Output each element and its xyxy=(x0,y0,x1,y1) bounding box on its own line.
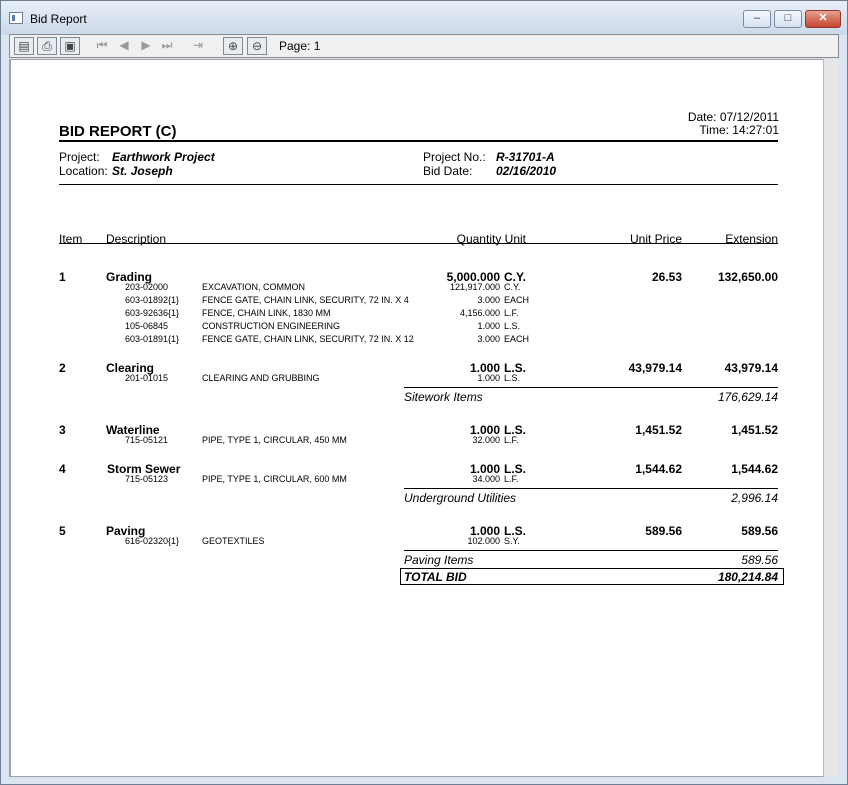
last-page-button[interactable] xyxy=(157,37,177,55)
item-name: Grading xyxy=(106,270,153,284)
col-item: Item xyxy=(59,232,83,246)
item-number: 3 xyxy=(59,423,66,437)
detail-code: 715-05121 xyxy=(125,435,169,445)
header-rule xyxy=(59,184,778,185)
zoom-out-icon: ⊖ xyxy=(251,39,263,53)
detail-unit: EACH xyxy=(504,334,530,344)
subtotal-amount: 2,996.14 xyxy=(731,491,778,505)
project-number: R-31701-A xyxy=(496,150,555,164)
subtotal-rule xyxy=(404,387,778,388)
item-unit: L.S. xyxy=(504,423,527,437)
subtotal-rule xyxy=(404,550,778,551)
item-number: 2 xyxy=(59,361,66,375)
total-bid-amount: 180,214.84 xyxy=(717,570,778,584)
detail-quantity: 1.000 xyxy=(477,321,500,331)
detail-unit: L.F. xyxy=(504,474,519,484)
printer-icon: ⎙ xyxy=(42,39,52,53)
preview-viewport[interactable] xyxy=(9,59,839,777)
subtotal-label: Paving Items xyxy=(404,553,474,567)
detail-unit: C.Y. xyxy=(504,282,521,292)
goto-page-button[interactable] xyxy=(188,37,208,55)
detail-code: 715-05123 xyxy=(125,474,169,484)
close-button[interactable]: ✕ xyxy=(805,10,841,28)
detail-quantity: 3.000 xyxy=(477,295,500,305)
subtotal-label: Underground Utilities xyxy=(404,491,517,505)
maximize-button[interactable]: □ xyxy=(774,10,802,28)
item-extension: 43,979.14 xyxy=(724,361,778,375)
report-time: Time: 14:27:01 xyxy=(699,123,779,137)
report-page xyxy=(11,60,823,776)
item-extension: 132,650.00 xyxy=(717,270,778,284)
item-number: 1 xyxy=(59,270,66,284)
item-extension: 589.56 xyxy=(741,524,778,538)
item-unit: L.S. xyxy=(504,361,527,375)
vertical-scrollbar[interactable] xyxy=(823,59,839,777)
subtotal-label: Sitework Items xyxy=(404,390,483,404)
project-no-label: Project No.: xyxy=(423,150,486,164)
subtotal-amount: 589.56 xyxy=(741,553,778,567)
first-page-button[interactable] xyxy=(92,37,112,55)
location-label: Location: xyxy=(59,164,108,178)
item-name: Waterline xyxy=(106,423,160,437)
bid-date: 02/16/2010 xyxy=(496,164,557,178)
detail-code: 603-01891{1} xyxy=(125,334,180,344)
item-name: Storm Sewer xyxy=(107,462,181,476)
detail-unit: L.F. xyxy=(504,435,519,445)
detail-unit: L.S. xyxy=(504,373,521,383)
item-extension: 1,544.62 xyxy=(731,462,778,476)
detail-description: EXCAVATION, COMMON xyxy=(202,282,306,292)
detail-code: 616-02320{1} xyxy=(125,536,180,546)
zoom-in-button[interactable] xyxy=(223,37,243,55)
item-quantity: 1.000 xyxy=(469,361,500,375)
export-icon: ▤ xyxy=(18,39,30,53)
item-unit-price: 1,544.62 xyxy=(635,462,682,476)
detail-quantity: 4,156.000 xyxy=(459,308,500,318)
detail-description: PIPE, TYPE 1, CIRCULAR, 450 MM xyxy=(202,435,347,445)
col-extension: Extension xyxy=(725,232,778,246)
detail-description: FENCE, CHAIN LINK, 1830 MM xyxy=(202,308,331,318)
disk-icon: ▣ xyxy=(64,39,76,53)
window-title: Bid Report xyxy=(30,12,87,26)
item-quantity: 1.000 xyxy=(469,423,500,437)
detail-description: GEOTEXTILES xyxy=(202,536,265,546)
previous-page-button[interactable] xyxy=(114,37,134,55)
title-rule xyxy=(59,140,778,142)
detail-unit: EACH xyxy=(504,295,530,305)
first-page-icon: ⏮ xyxy=(96,38,108,52)
detail-quantity: 34.000 xyxy=(472,474,500,484)
detail-description: FENCE GATE, CHAIN LINK, SECURITY, 72 IN. X 4 xyxy=(202,295,409,305)
previous-page-icon: ◀ xyxy=(119,38,129,52)
next-page-icon: ▶ xyxy=(141,38,151,52)
location-name: St. Joseph xyxy=(112,164,173,178)
detail-description: FENCE GATE, CHAIN LINK, SECURITY, 72 IN. X 12 xyxy=(202,334,414,344)
detail-code: 201-01015 xyxy=(125,373,169,383)
item-extension: 1,451.52 xyxy=(731,423,778,437)
item-quantity: 5,000.000 xyxy=(446,270,500,284)
report-title: BID REPORT (C) xyxy=(59,123,177,140)
detail-quantity: 121,917.000 xyxy=(449,282,500,292)
item-unit-price: 43,979.14 xyxy=(628,361,682,375)
project-label: Project: xyxy=(59,150,100,164)
detail-quantity: 102.000 xyxy=(467,536,500,546)
detail-quantity: 1.000 xyxy=(477,373,500,383)
page-indicator: Page: 1 xyxy=(279,39,321,53)
detail-description: CONSTRUCTION ENGINEERING xyxy=(202,321,341,331)
subtotal-rule xyxy=(404,488,778,489)
last-page-icon: ⏭ xyxy=(161,38,173,52)
detail-unit: L.F. xyxy=(504,308,519,318)
total-bid-label: TOTAL BID xyxy=(404,570,467,584)
detail-code: 105-06845 xyxy=(125,321,169,331)
item-unit: L.S. xyxy=(504,524,527,538)
item-number: 4 xyxy=(59,462,66,476)
column-rule xyxy=(59,243,778,244)
col-description: Description xyxy=(106,232,167,246)
col-unit-price: Unit Price xyxy=(629,232,682,246)
title-bar[interactable] xyxy=(1,1,847,35)
bid-date-label: Bid Date: xyxy=(423,164,473,178)
item-quantity: 1.000 xyxy=(469,462,500,476)
detail-unit: S.Y. xyxy=(504,536,520,546)
save-button[interactable] xyxy=(60,37,80,55)
item-number: 5 xyxy=(59,524,66,538)
detail-unit: L.S. xyxy=(504,321,521,331)
item-unit-price: 26.53 xyxy=(651,270,682,284)
detail-quantity: 32.000 xyxy=(472,435,500,445)
project-name: Earthwork Project xyxy=(112,150,215,164)
print-button[interactable] xyxy=(37,37,57,55)
zoom-out-button[interactable] xyxy=(247,37,267,55)
detail-code: 203-02000 xyxy=(125,282,169,292)
item-unit-price: 589.56 xyxy=(645,524,682,538)
detail-description: PIPE, TYPE 1, CIRCULAR, 600 MM xyxy=(202,474,347,484)
minimize-button[interactable]: – xyxy=(743,10,771,28)
item-name: Clearing xyxy=(106,361,155,375)
app-icon xyxy=(9,12,23,24)
goto-page-icon: ⇥ xyxy=(192,38,204,52)
item-name: Paving xyxy=(106,524,146,538)
detail-quantity: 3.000 xyxy=(477,334,500,344)
detail-code: 603-01892{1} xyxy=(125,295,180,305)
subtotal-amount: 176,629.14 xyxy=(717,390,778,404)
report-date: Date: 07/12/2011 xyxy=(687,110,779,124)
col-quantity-unit: Quantity Unit xyxy=(456,232,526,246)
preview-toolbar xyxy=(9,34,839,58)
export-button[interactable] xyxy=(14,37,34,55)
zoom-in-icon: ⊕ xyxy=(227,39,239,53)
next-page-button[interactable] xyxy=(136,37,156,55)
item-unit: C.Y. xyxy=(504,270,527,284)
detail-description: CLEARING AND GRUBBING xyxy=(202,373,320,383)
item-unit: L.S. xyxy=(504,462,527,476)
item-unit-price: 1,451.52 xyxy=(635,423,682,437)
item-quantity: 1.000 xyxy=(469,524,500,538)
detail-code: 603-92636{1} xyxy=(125,308,180,318)
